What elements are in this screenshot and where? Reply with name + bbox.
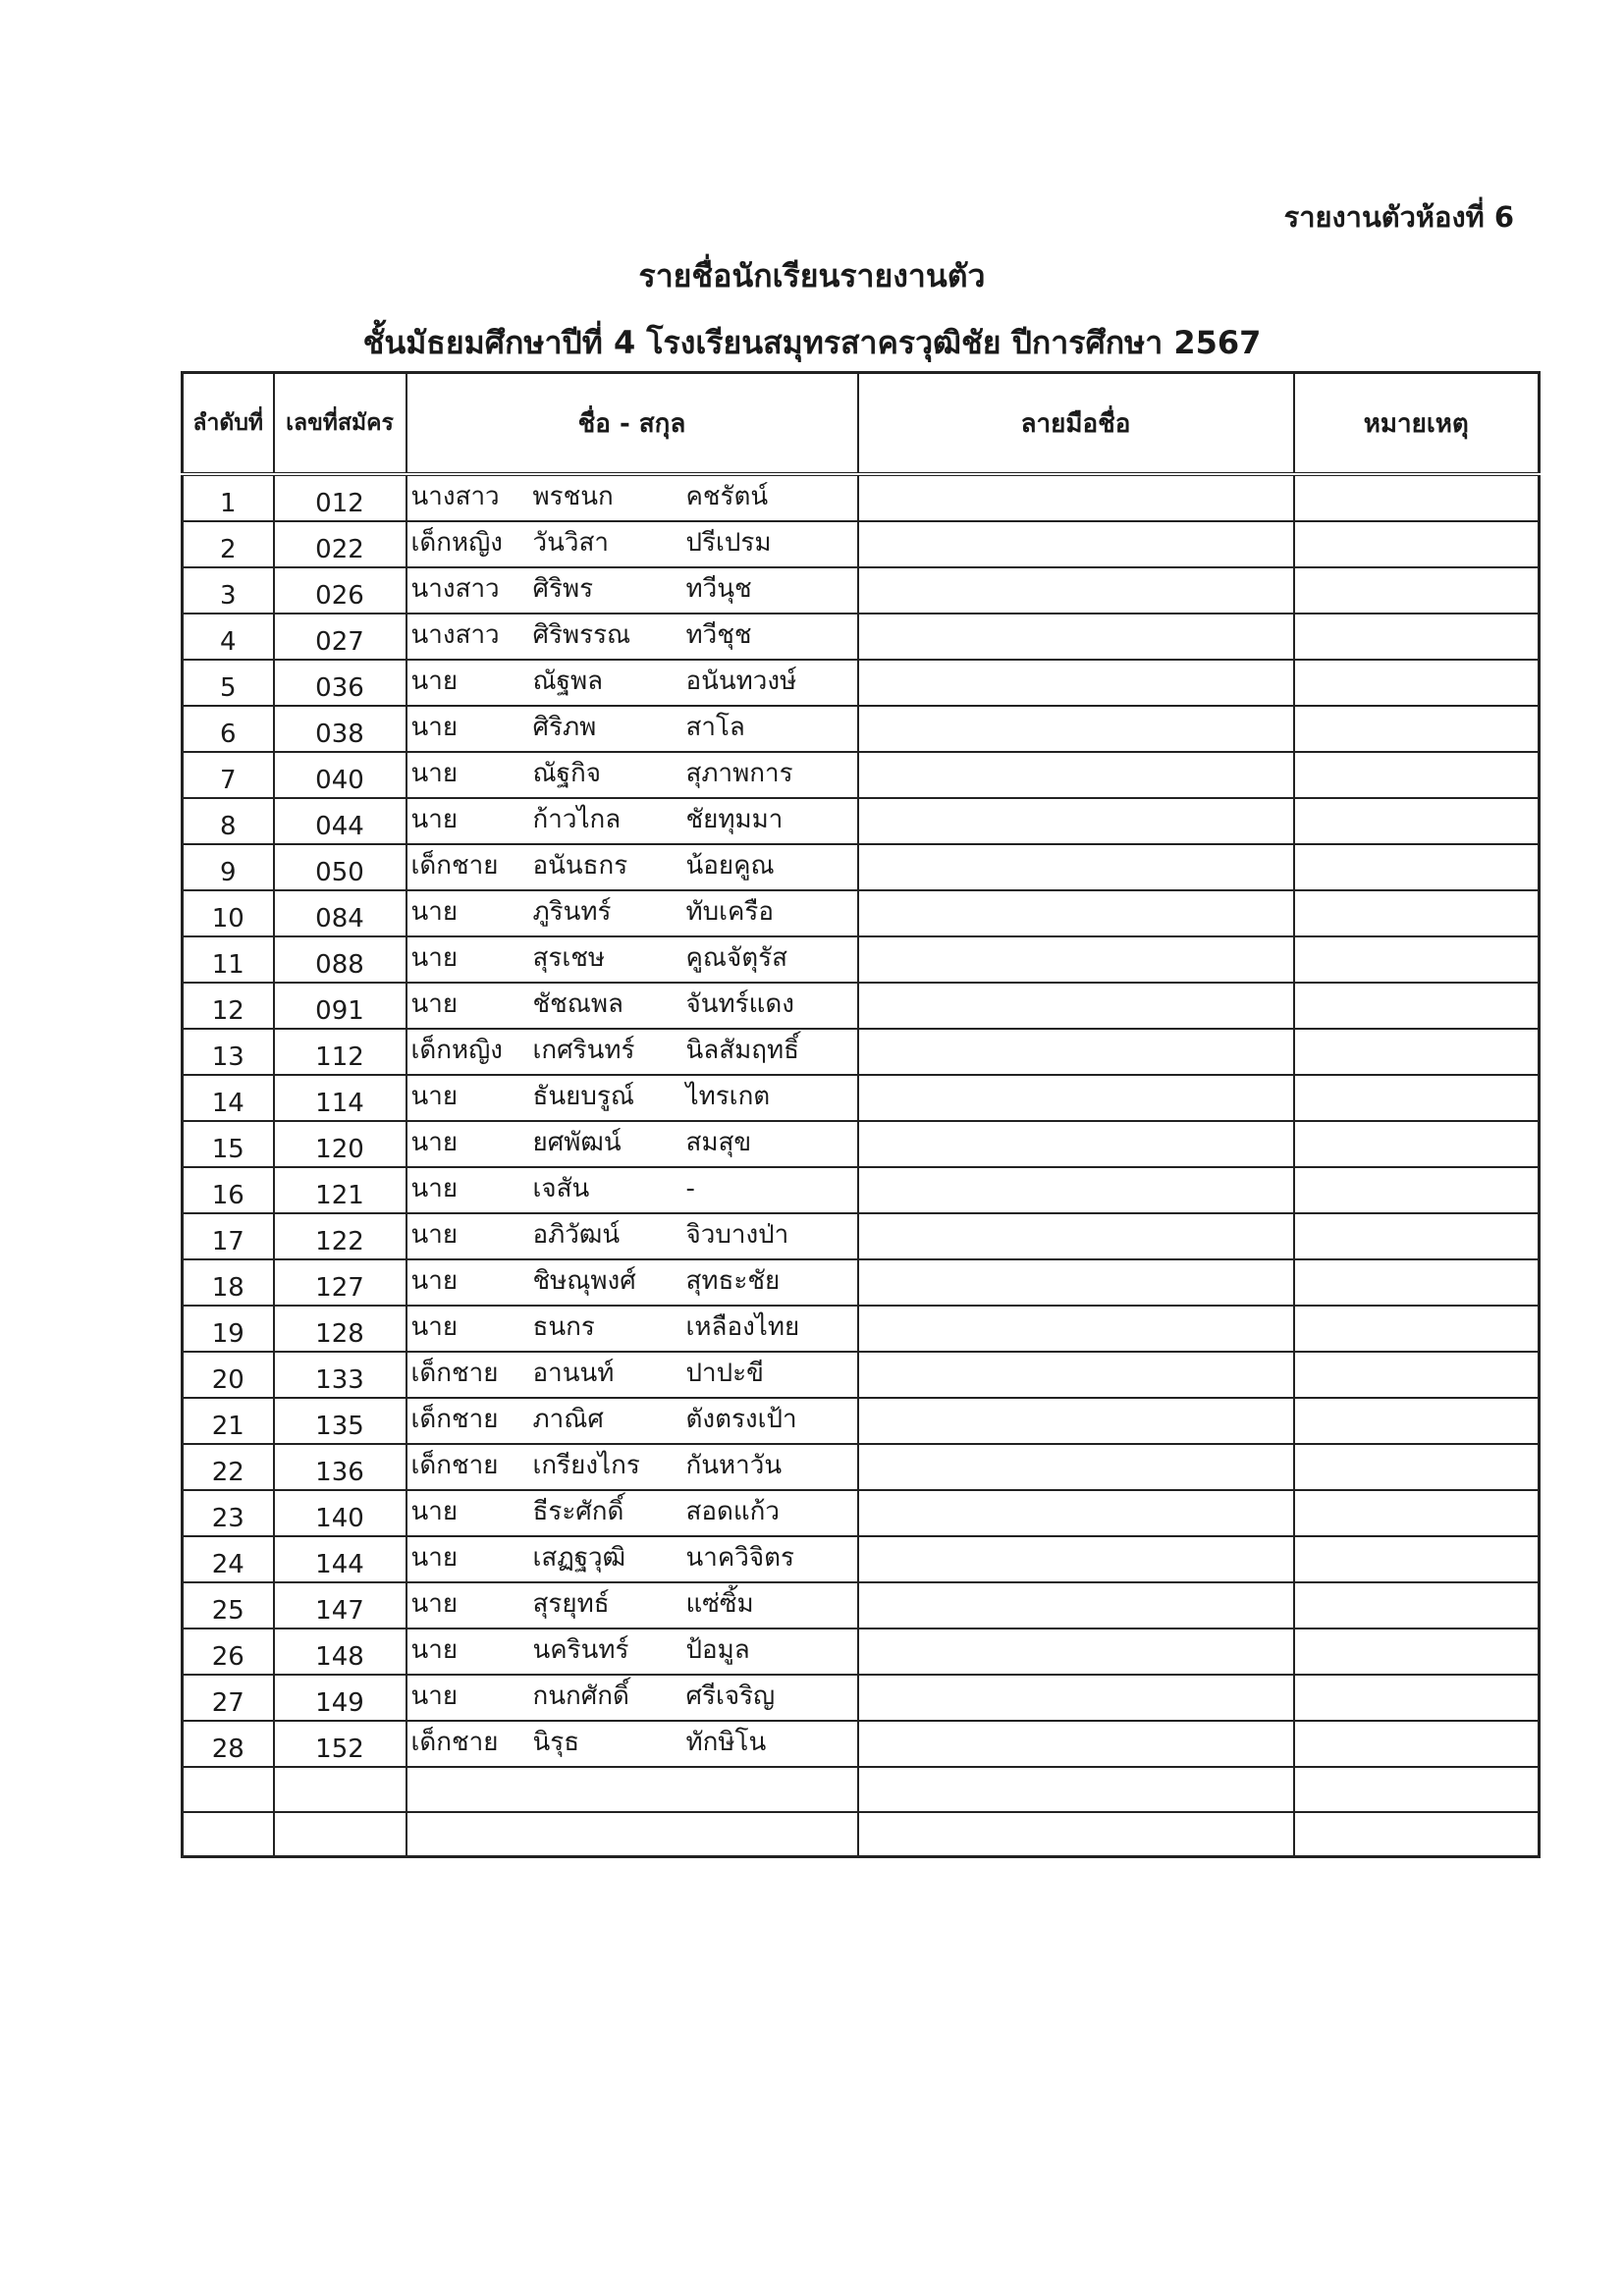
student-roster-table <box>181 371 1541 1858</box>
name-prefix: เด็กหญิง <box>410 528 504 558</box>
signature-cell[interactable] <box>858 798 1294 844</box>
table-row <box>183 936 1540 983</box>
remarks-cell[interactable] <box>1294 1398 1540 1444</box>
row-application-no: 036 <box>274 660 406 706</box>
blank-cell <box>406 1812 858 1857</box>
name-prefix: นาย <box>410 1174 459 1203</box>
remarks-cell[interactable] <box>1294 890 1540 936</box>
first-name: นิรุธ <box>532 1728 580 1757</box>
signature-cell[interactable] <box>858 660 1294 706</box>
row-order: 11 <box>183 936 274 983</box>
row-order: 5 <box>183 660 274 706</box>
last-name: สาโล <box>685 713 745 742</box>
last-name: ศรีเจริญ <box>685 1682 776 1711</box>
row-application-no: 136 <box>274 1444 406 1490</box>
first-name: เกรียงไกร <box>532 1451 640 1480</box>
last-name: ปาปะขี <box>685 1359 764 1388</box>
name-prefix: นาย <box>410 1589 459 1619</box>
signature-cell[interactable] <box>858 1721 1294 1767</box>
last-name: ป้อมูล <box>685 1635 750 1665</box>
last-name: ตังตรงเป้า <box>685 1405 797 1434</box>
table-row <box>183 1213 1540 1259</box>
last-name: แซ่ซิ้ม <box>685 1589 754 1619</box>
remarks-cell[interactable] <box>1294 1721 1540 1767</box>
remarks-cell[interactable] <box>1294 1444 1540 1490</box>
last-name: น้อยคูณ <box>685 851 775 881</box>
last-name: นาควิจิตร <box>685 1543 794 1573</box>
table-row <box>183 1306 1540 1352</box>
name-prefix: นาย <box>410 1682 459 1711</box>
row-order: 4 <box>183 614 274 660</box>
first-name: ชัชณพล <box>532 989 623 1019</box>
remarks-cell[interactable] <box>1294 567 1540 614</box>
remarks-cell[interactable] <box>1294 1075 1540 1121</box>
blank-cell <box>183 1812 274 1857</box>
row-application-no: 112 <box>274 1029 406 1075</box>
last-name: คชรัตน์ <box>685 482 769 511</box>
blank-cell <box>274 1767 406 1812</box>
signature-cell[interactable] <box>858 1812 1294 1857</box>
row-order: 28 <box>183 1721 274 1767</box>
first-name: ยศพัฒน์ <box>532 1128 622 1157</box>
signature-cell[interactable] <box>858 1259 1294 1306</box>
signature-cell[interactable] <box>858 844 1294 890</box>
remarks-cell[interactable] <box>1294 1121 1540 1167</box>
first-name: ธนกร <box>532 1312 595 1342</box>
row-student-name <box>406 1629 858 1675</box>
row-order: 16 <box>183 1167 274 1213</box>
row-order: 15 <box>183 1121 274 1167</box>
table-row <box>183 798 1540 844</box>
column-header-order: ลำดับที่ <box>183 373 274 475</box>
row-student-name <box>406 1121 858 1167</box>
table-row <box>183 1536 1540 1582</box>
remarks-cell[interactable] <box>1294 844 1540 890</box>
signature-cell[interactable] <box>858 1582 1294 1629</box>
name-prefix: นาย <box>410 1543 459 1573</box>
row-order: 7 <box>183 752 274 798</box>
remarks-cell[interactable] <box>1294 936 1540 983</box>
first-name: สุรยุทธ์ <box>532 1589 610 1619</box>
row-application-no: 120 <box>274 1121 406 1167</box>
signature-cell[interactable] <box>858 1029 1294 1075</box>
row-student-name <box>406 798 858 844</box>
row-application-no: 038 <box>274 706 406 752</box>
row-student-name <box>406 1675 858 1721</box>
column-header-remarks: หมายเหตุ <box>1294 373 1540 475</box>
table-row <box>183 1721 1540 1767</box>
name-prefix: เด็กชาย <box>410 851 499 881</box>
remarks-cell[interactable] <box>1294 1259 1540 1306</box>
name-prefix: นางสาว <box>410 574 500 604</box>
name-prefix: นาย <box>410 1497 459 1526</box>
room-label: รายงานตัวห้องที่ 6 <box>1283 200 1514 234</box>
row-student-name <box>406 1582 858 1629</box>
column-header-name: ชื่อ - สกุล <box>406 373 858 475</box>
last-name: ปรีเปรม <box>685 528 772 558</box>
row-student-name <box>406 752 858 798</box>
last-name: สุทธะชัย <box>685 1266 781 1296</box>
row-order: 25 <box>183 1582 274 1629</box>
table-row <box>183 1352 1540 1398</box>
row-order: 20 <box>183 1352 274 1398</box>
name-prefix: นาย <box>410 1266 459 1296</box>
name-prefix: นาย <box>410 1220 459 1250</box>
table-row <box>183 890 1540 936</box>
table-row <box>183 1259 1540 1306</box>
remarks-cell[interactable] <box>1294 1536 1540 1582</box>
table-row <box>183 983 1540 1029</box>
row-student-name <box>406 474 858 521</box>
column-header-application-no: เลขที่สมัคร <box>274 373 406 475</box>
name-prefix: นาย <box>410 1635 459 1665</box>
blank-row <box>183 1767 1540 1812</box>
row-student-name <box>406 706 858 752</box>
row-order: 10 <box>183 890 274 936</box>
name-prefix: นาย <box>410 667 459 696</box>
remarks-cell[interactable] <box>1294 660 1540 706</box>
first-name: ณัฐกิจ <box>532 759 601 788</box>
remarks-cell[interactable] <box>1294 1490 1540 1536</box>
row-student-name <box>406 1075 858 1121</box>
signature-cell[interactable] <box>858 1306 1294 1352</box>
table-row <box>183 567 1540 614</box>
row-application-no: 133 <box>274 1352 406 1398</box>
row-order: 22 <box>183 1444 274 1490</box>
name-prefix: เด็กชาย <box>410 1728 499 1757</box>
remarks-cell[interactable] <box>1294 614 1540 660</box>
last-name: ไทรเกต <box>685 1082 771 1111</box>
remarks-cell[interactable] <box>1294 474 1540 521</box>
table-row <box>183 1167 1540 1213</box>
signature-cell[interactable] <box>858 1213 1294 1259</box>
row-order: 6 <box>183 706 274 752</box>
signature-cell[interactable] <box>858 474 1294 521</box>
name-prefix: นาย <box>410 1082 459 1111</box>
name-prefix: นางสาว <box>410 482 500 511</box>
signature-cell[interactable] <box>858 1352 1294 1398</box>
row-order: 2 <box>183 521 274 567</box>
last-name: กันหาวัน <box>685 1451 783 1480</box>
last-name: ทักษิโน <box>685 1728 767 1757</box>
row-order: 18 <box>183 1259 274 1306</box>
last-name: คูณจัตุรัส <box>685 943 787 973</box>
row-order: 9 <box>183 844 274 890</box>
table-header-row <box>183 373 1540 475</box>
signature-cell[interactable] <box>858 983 1294 1029</box>
first-name: ภาณิศ <box>532 1405 604 1434</box>
signature-cell[interactable] <box>858 890 1294 936</box>
table-row <box>183 614 1540 660</box>
row-application-no: 022 <box>274 521 406 567</box>
name-prefix: เด็กหญิง <box>410 1036 504 1065</box>
signature-cell[interactable] <box>858 1121 1294 1167</box>
row-student-name <box>406 1167 858 1213</box>
signature-cell[interactable] <box>858 1444 1294 1490</box>
table-row <box>183 1629 1540 1675</box>
signature-cell[interactable] <box>858 752 1294 798</box>
row-application-no: 026 <box>274 567 406 614</box>
row-order: 3 <box>183 567 274 614</box>
first-name: ชิษณุพงศ์ <box>532 1266 636 1296</box>
row-student-name <box>406 983 858 1029</box>
row-student-name <box>406 1721 858 1767</box>
row-application-no: 012 <box>274 474 406 521</box>
table-row <box>183 706 1540 752</box>
first-name: อนันธกร <box>532 851 628 881</box>
row-student-name <box>406 660 858 706</box>
last-name: อนันทวงษ์ <box>685 667 797 696</box>
row-order: 19 <box>183 1306 274 1352</box>
row-application-no: 114 <box>274 1075 406 1121</box>
last-name: จันทร์แดง <box>685 989 794 1019</box>
first-name: เกศรินทร์ <box>532 1036 635 1065</box>
row-student-name <box>406 1213 858 1259</box>
signature-cell[interactable] <box>858 1629 1294 1675</box>
row-application-no: 135 <box>274 1398 406 1444</box>
first-name: ศิริภพ <box>532 713 597 742</box>
name-prefix: เด็กชาย <box>410 1451 499 1480</box>
row-application-no: 122 <box>274 1213 406 1259</box>
table-row <box>183 752 1540 798</box>
signature-cell[interactable] <box>858 1167 1294 1213</box>
row-order: 26 <box>183 1629 274 1675</box>
table-row <box>183 521 1540 567</box>
row-student-name <box>406 1398 858 1444</box>
row-application-no: 147 <box>274 1582 406 1629</box>
remarks-cell[interactable] <box>1294 1167 1540 1213</box>
blank-cell <box>274 1812 406 1857</box>
last-name: ทวีชุช <box>685 620 752 650</box>
row-application-no: 040 <box>274 752 406 798</box>
last-name: สุภาพการ <box>685 759 793 788</box>
remarks-cell[interactable] <box>1294 752 1540 798</box>
remarks-cell[interactable] <box>1294 1306 1540 1352</box>
first-name: ภูรินทร์ <box>532 897 612 927</box>
remarks-cell[interactable] <box>1294 1675 1540 1721</box>
table-row <box>183 474 1540 521</box>
table-row <box>183 1398 1540 1444</box>
signature-cell[interactable] <box>858 1075 1294 1121</box>
table-row <box>183 1029 1540 1075</box>
table-row <box>183 1444 1540 1490</box>
first-name: ก้าวไกล <box>532 805 622 834</box>
remarks-cell[interactable] <box>1294 1812 1540 1857</box>
last-name: จิวบางป่า <box>685 1220 789 1250</box>
name-prefix: นาย <box>410 1128 459 1157</box>
document-title: รายชื่อนักเรียนรายงานตัว <box>638 257 986 294</box>
row-application-no: 091 <box>274 983 406 1029</box>
row-application-no: 148 <box>274 1629 406 1675</box>
table-row <box>183 1675 1540 1721</box>
last-name: - <box>685 1174 695 1203</box>
signature-cell[interactable] <box>858 1536 1294 1582</box>
last-name: ทวีนุช <box>685 574 752 604</box>
document-subtitle: ชั้นมัธยมศึกษาปีที่ 4 โรงเรียนสมุทรสาครวุฒิชัย ปีการศึกษา 2567 <box>362 324 1262 361</box>
signature-cell[interactable] <box>858 1490 1294 1536</box>
remarks-cell[interactable] <box>1294 706 1540 752</box>
signature-cell[interactable] <box>858 936 1294 983</box>
row-application-no: 128 <box>274 1306 406 1352</box>
row-application-no: 050 <box>274 844 406 890</box>
signature-cell[interactable] <box>858 614 1294 660</box>
column-header-signature: ลายมือชื่อ <box>858 373 1294 475</box>
row-order: 23 <box>183 1490 274 1536</box>
first-name: ศิริพร <box>532 574 594 604</box>
row-application-no: 084 <box>274 890 406 936</box>
row-student-name <box>406 1490 858 1536</box>
row-student-name <box>406 1444 858 1490</box>
row-student-name <box>406 567 858 614</box>
blank-cell <box>183 1767 274 1812</box>
row-student-name <box>406 1352 858 1398</box>
row-student-name <box>406 844 858 890</box>
row-order: 14 <box>183 1075 274 1121</box>
row-application-no: 149 <box>274 1675 406 1721</box>
row-application-no: 140 <box>274 1490 406 1536</box>
row-student-name <box>406 1259 858 1306</box>
roster-body <box>183 474 1540 1857</box>
last-name: ชัยทุมมา <box>685 805 784 834</box>
remarks-cell[interactable] <box>1294 1767 1540 1812</box>
first-name: ธันยบรูณ์ <box>532 1082 634 1111</box>
row-application-no: 027 <box>274 614 406 660</box>
name-prefix: นางสาว <box>410 620 500 650</box>
name-prefix: เด็กชาย <box>410 1359 499 1388</box>
row-student-name <box>406 890 858 936</box>
first-name: ศิริพรรณ <box>532 620 631 650</box>
remarks-cell[interactable] <box>1294 983 1540 1029</box>
name-prefix: นาย <box>410 943 459 973</box>
first-name: ณัฐพล <box>532 667 604 696</box>
row-application-no: 127 <box>274 1259 406 1306</box>
remarks-cell[interactable] <box>1294 1629 1540 1675</box>
table-row <box>183 1490 1540 1536</box>
table-row <box>183 660 1540 706</box>
row-order: 27 <box>183 1675 274 1721</box>
name-prefix: นาย <box>410 759 459 788</box>
first-name: พรชนก <box>532 482 614 511</box>
name-prefix: นาย <box>410 897 459 927</box>
table-row <box>183 1582 1540 1629</box>
signature-cell[interactable] <box>858 1767 1294 1812</box>
row-order: 17 <box>183 1213 274 1259</box>
remarks-cell[interactable] <box>1294 1213 1540 1259</box>
last-name: สมสุข <box>685 1128 752 1157</box>
first-name: สุรเชษ <box>532 943 606 973</box>
row-student-name <box>406 521 858 567</box>
table-row <box>183 1121 1540 1167</box>
name-prefix: นาย <box>410 1312 459 1342</box>
row-order: 21 <box>183 1398 274 1444</box>
row-application-no: 121 <box>274 1167 406 1213</box>
row-student-name <box>406 1029 858 1075</box>
row-order: 13 <box>183 1029 274 1075</box>
first-name: เจสัน <box>532 1174 590 1203</box>
first-name: กนกศักดิ์ <box>532 1682 629 1711</box>
remarks-cell[interactable] <box>1294 1582 1540 1629</box>
signature-cell[interactable] <box>858 1675 1294 1721</box>
first-name: อภิวัฒน์ <box>532 1220 621 1250</box>
table-row <box>183 1075 1540 1121</box>
row-order: 8 <box>183 798 274 844</box>
row-student-name <box>406 614 858 660</box>
row-order: 1 <box>183 474 274 521</box>
table-row <box>183 844 1540 890</box>
last-name: สอดแก้ว <box>685 1497 780 1526</box>
remarks-cell[interactable] <box>1294 798 1540 844</box>
signature-cell[interactable] <box>858 1398 1294 1444</box>
row-student-name <box>406 1306 858 1352</box>
name-prefix: นาย <box>410 713 459 742</box>
signature-cell[interactable] <box>858 706 1294 752</box>
name-prefix: นาย <box>410 989 459 1019</box>
blank-cell <box>406 1767 858 1812</box>
name-prefix: นาย <box>410 805 459 834</box>
name-prefix: เด็กชาย <box>410 1405 499 1434</box>
row-student-name <box>406 1536 858 1582</box>
row-student-name <box>406 936 858 983</box>
row-application-no: 044 <box>274 798 406 844</box>
remarks-cell[interactable] <box>1294 1029 1540 1075</box>
remarks-cell[interactable] <box>1294 1352 1540 1398</box>
row-application-no: 144 <box>274 1536 406 1582</box>
last-name: ทับเครือ <box>685 897 775 927</box>
first-name: ธีระศักดิ์ <box>532 1497 624 1526</box>
row-application-no: 088 <box>274 936 406 983</box>
signature-cell[interactable] <box>858 567 1294 614</box>
first-name: นครินทร์ <box>532 1635 629 1665</box>
blank-row <box>183 1812 1540 1857</box>
first-name: อานนท์ <box>532 1359 615 1388</box>
remarks-cell[interactable] <box>1294 521 1540 567</box>
first-name: วันวิสา <box>532 528 609 558</box>
row-application-no: 152 <box>274 1721 406 1767</box>
row-order: 12 <box>183 983 274 1029</box>
row-order: 24 <box>183 1536 274 1582</box>
first-name: เสฏฐวุฒิ <box>532 1543 626 1573</box>
last-name: เหลืองไทย <box>685 1312 800 1342</box>
last-name: นิลสัมฤทธิ์ <box>685 1036 799 1065</box>
signature-cell[interactable] <box>858 521 1294 567</box>
